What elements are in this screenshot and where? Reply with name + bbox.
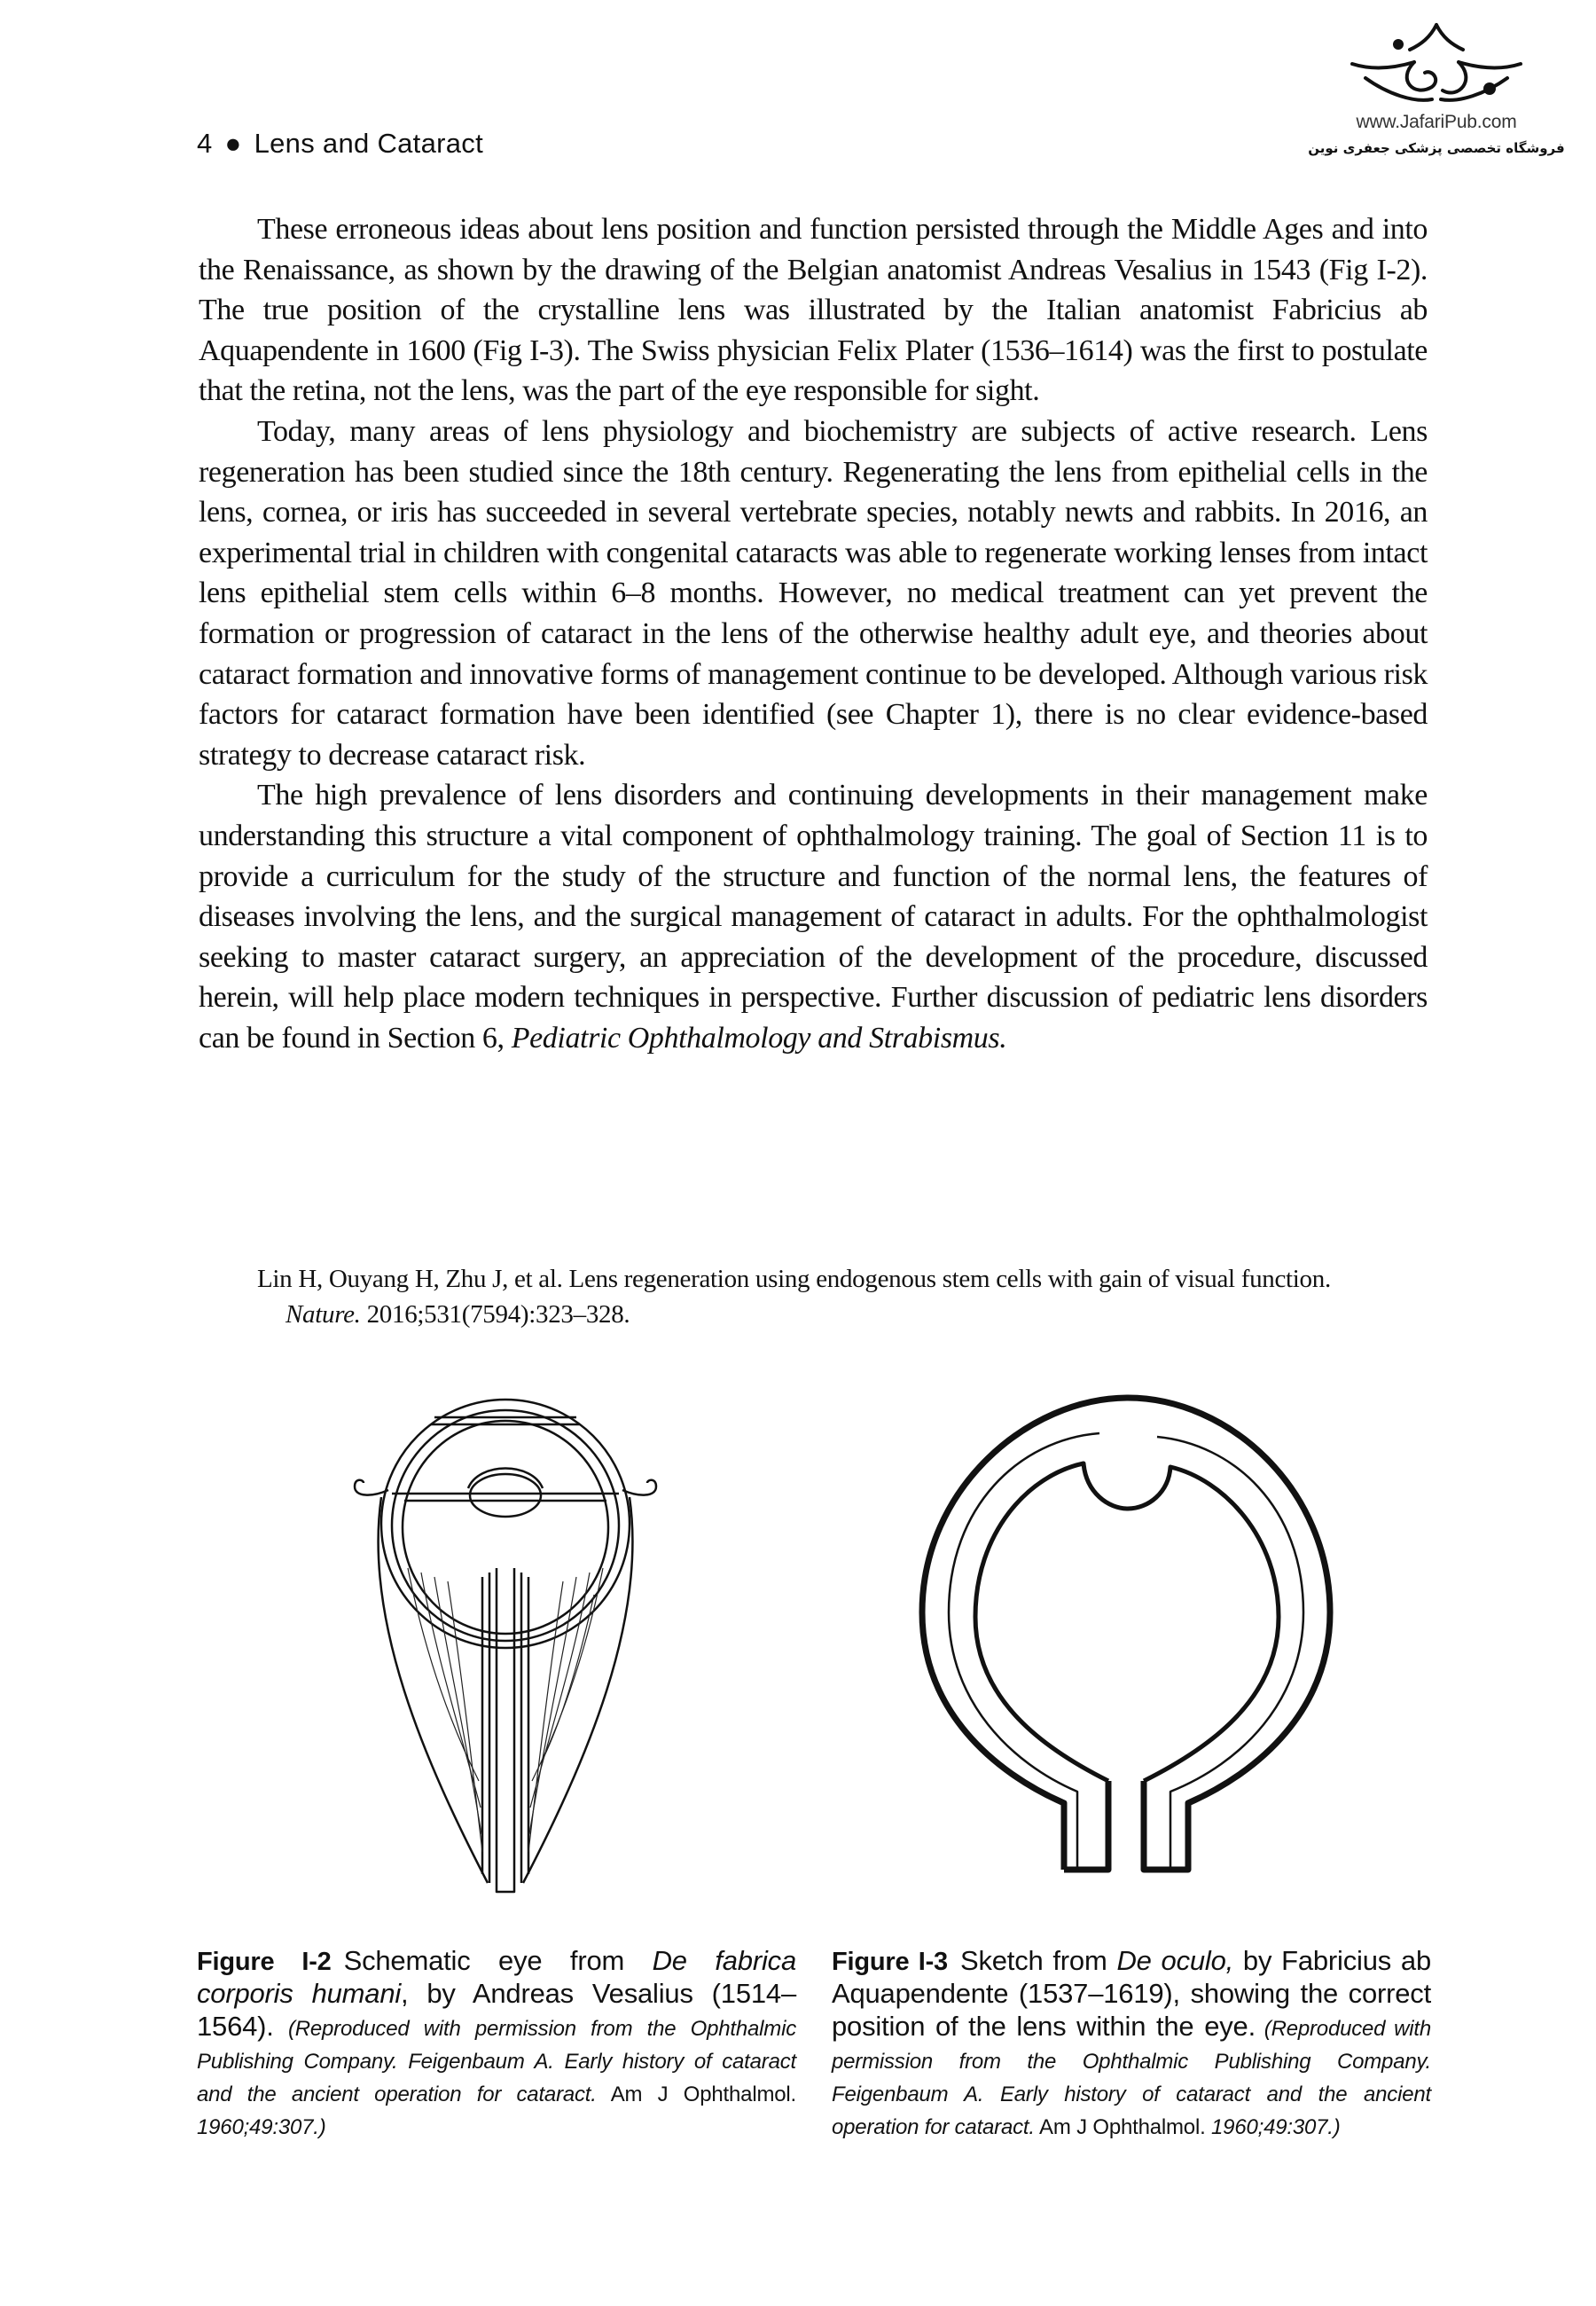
publisher-tagline: فروشگاه تخصصی پزشکی جعفری نوین [1308,140,1565,156]
publisher-watermark [1303,18,1569,186]
figure-i-2-caption: Figure I-2 Schematic eye from De fabrica corporis humani, by Andreas Vesalius (1514–1564). (Reproduced with permission from the Ophthalmic Publishing Company. Feigenbaum A. Early history of cataract and the ancient operation for cataract. Am J Ophthalmol. 1960;49:307.) [197,1945,796,2139]
jafaripub-logo-icon [1343,18,1530,115]
paragraph: Today, many areas of lens physiology and biochemistry are subjects of active research. Lens regeneration has been studied since the 18th century. Regenerating the lens from epithelial cells in the lens, cornea, or iris has succeeded in several vertebrate species, notably newts and rabbits. In 2016, an experimental trial in children with congenital cataracts was able to regenerate working lenses from intact lens epithelial stem cells within 6–8 months. However, no medical treatment can yet prevent the formation or progression of cataract in the lens of the otherwise healthy adult eye, and theories about cataract formation and innovative forms of management continue to be developed. Although various risk factors for cataract formation have been identified (see Chapter 1), there is no clear evidence-based strategy to decrease cataract risk. [199,414,1428,772]
running-head [197,128,483,160]
figure-label: Figure I-2 [197,1948,332,1976]
paragraph: The high prevalence of lens disorders and continuing developments in their management make understanding this structure a vital component of ophthalmology training. The goal of Section 11 is to provide a curriculum for the study of the structure and function of the normal lens, the features of diseases involving the lens, and the surgical management of cataract in adults. For the ophthalmologist seeking to master cataract surgery, an appreciation of the development of the procedure, discussed herein, will help place modern techniques in perspective. Further discussion of pediatric lens disorders can be found in Section 6, Pediatric Ophthalmology and Strabismus. [199,779,1428,1055]
fabricius-eye-sketch-illustration [896,1391,1357,1914]
cross-reference-title: Pediatric Ophthalmology and Strabismus. [511,1021,1007,1055]
figure-i-2-image [337,1391,674,1905]
body-text [199,209,1428,1058]
vesalius-schematic-eye-illustration [337,1391,674,1905]
bullet-separator: ● [224,128,242,159]
figure-i-3-caption: Figure I-3 Sketch from De oculo, by Fabricius ab Aquapendente (1537–1619), showing the correct position of the lens within the eye. (Reproduced with permission from the Ophthalmic Publishing Company. Feigenbaum A. Early history of cataract and the ancient operation for cataract. Am J Ophthalmol. 1960;49:307.) [832,1945,1431,2139]
page-number: 4 [197,128,213,159]
chapter-title: Lens and Cataract [254,128,484,159]
publisher-url[interactable]: www.JafariPub.com [1356,112,1517,132]
figure-i-3-image [896,1391,1357,1914]
journal-name: Nature. [286,1300,361,1329]
reference-citation: Lin H, Ouyang H, Zhu J, et al. Lens regeneration using endogenous stem cells with gain of visual function. Nature. 2016;531(7594):323–328. [257,1265,1331,1329]
figure-label: Figure I-3 [832,1948,948,1976]
paragraph: These erroneous ideas about lens position and function persisted through the Middle Ages and into the Renaissance, as shown by the drawing of the Belgian anatomist Andreas Vesalius in 1543 (Fig I-2). The true position of the crystalline lens was illustrated by the Italian anatomist Fabricius ab Aquapendente in 1600 (Fig I-3). The Swiss physician Felix Plater (1536–1614) was the first to postulate that the retina, not the lens, was the part of the eye responsible for sight. [199,213,1428,408]
